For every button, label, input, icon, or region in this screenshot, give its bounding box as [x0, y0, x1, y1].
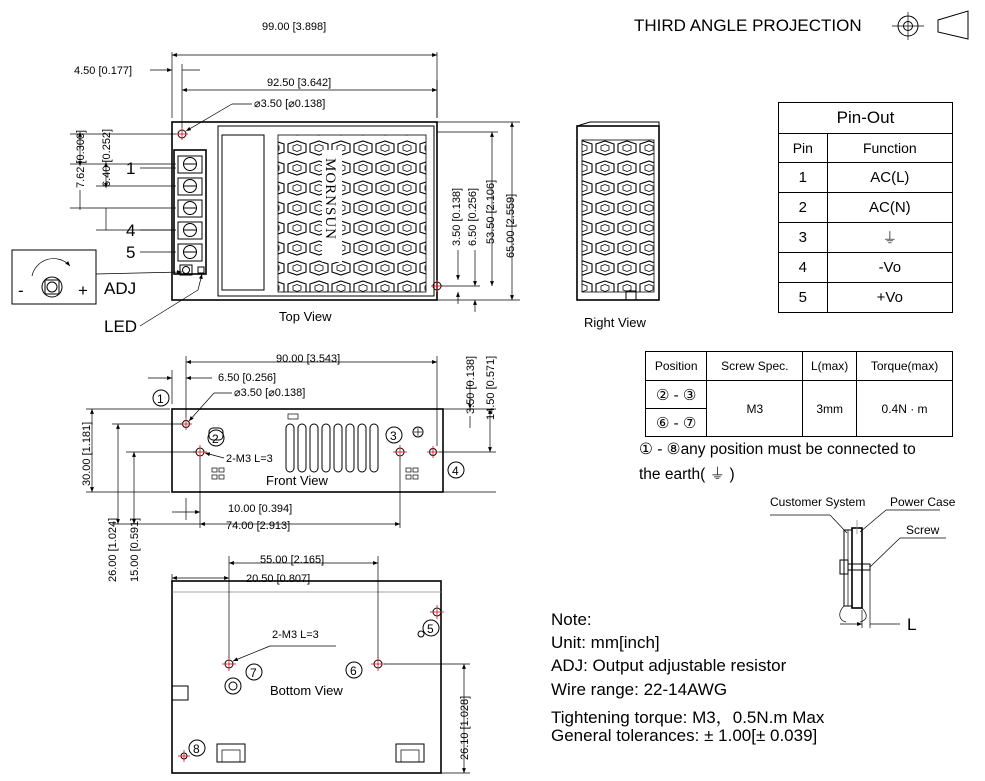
note-unit: Unit: mm[inch] — [551, 633, 660, 652]
dim-front-height: 30.00 [1.181] — [81, 421, 93, 486]
projection-title: THIRD ANGLE PROJECTION — [634, 16, 862, 35]
screw-header-lmax: L(max) — [803, 352, 857, 381]
pin-number: 4 — [779, 253, 828, 283]
table-row — [779, 193, 953, 223]
callout-5 — [423, 620, 439, 636]
dim-top-hole-slot: 6.50 [0.256] — [467, 187, 479, 246]
adj-inset — [12, 250, 96, 304]
table-row — [779, 253, 953, 283]
dim-front-hole-b: 15.00 [0.591] — [129, 517, 141, 582]
table-row — [779, 223, 953, 253]
customer-label: Customer System — [770, 495, 866, 509]
dim-front-hole-a: 26.00 [1.024] — [107, 517, 119, 582]
screw-spec-value: M3 — [707, 381, 803, 437]
note-heading: Note: — [551, 610, 592, 629]
dim-top-hole-height: 53.50 [2.106] — [485, 179, 497, 244]
earth-note-line2: the earth( ⏚ ) — [639, 466, 735, 483]
pin-number: 5 — [779, 283, 828, 313]
front-view — [81, 353, 497, 582]
pin-function: ⏚ — [827, 223, 952, 253]
screw-header-position: Position — [646, 352, 707, 381]
pin5-label: 5 — [126, 243, 136, 262]
dim-top-height: 65.00 [2.559] — [505, 193, 517, 258]
svg-text:4: 4 — [452, 464, 459, 478]
callout-6 — [346, 662, 362, 678]
dim-top-pitch: 92.50 [3.642] — [267, 77, 332, 89]
screw-header-torque: Torque(max) — [857, 352, 953, 381]
adj-plus: + — [78, 281, 88, 300]
pinout-header-function: Function — [827, 134, 952, 163]
svg-text:1: 1 — [157, 392, 164, 406]
dim-front-screw-pitch: 74.00 [2.913] — [226, 520, 291, 532]
table-row — [779, 163, 953, 193]
pin-function: -Vo — [827, 253, 952, 283]
pin1-label: 1 — [126, 159, 136, 178]
table-row — [779, 283, 953, 313]
dim-front-right-hole: 14.50 [0.571] — [485, 355, 497, 420]
pin-function: AC(N) — [827, 193, 952, 223]
terminal-block — [174, 150, 206, 275]
led-label: LED — [104, 317, 138, 336]
note-wire: Wire range: 22-14AWG — [551, 680, 728, 699]
top-view — [12, 21, 520, 336]
front-view-label: Front View — [266, 473, 328, 488]
right-view — [577, 122, 659, 330]
callout-2 — [208, 430, 224, 446]
table-row — [646, 381, 953, 409]
dim-front-width: 90.00 [3.543] — [276, 353, 341, 365]
bottom-view — [172, 554, 471, 773]
earth-note-line1: ① - ⑧any position must be connected to — [639, 441, 916, 458]
callout-4 — [448, 462, 464, 478]
dim-pin-pitch: 6.40 [0.252] — [101, 128, 113, 187]
dim-bottom-height: 26.10 [1.028] — [459, 695, 471, 760]
dim-front-screw-left: 10.00 [0.394] — [228, 503, 293, 515]
svg-text:5: 5 — [427, 622, 434, 636]
screw-header-spec: Screw Spec. — [707, 352, 803, 381]
screw-lmax-value: 3mm — [803, 381, 857, 437]
callout-8 — [189, 740, 205, 756]
adj-label: ADJ — [104, 279, 137, 298]
projection-symbol-icon — [892, 11, 968, 40]
dim-top-hole-edge: 3.50 [0.138] — [451, 187, 463, 246]
svg-text:7: 7 — [250, 666, 257, 680]
dim-front-offset: 6.50 [0.256] — [218, 372, 277, 384]
svg-text:6: 6 — [350, 664, 357, 678]
customer-system-label — [770, 495, 865, 509]
l-label: L — [907, 615, 917, 634]
bottom-screw-spec: 2-M3 L=3 — [272, 629, 319, 641]
screw-table — [645, 351, 953, 437]
dim-bottom-left: 20.50 [0.807] — [246, 573, 311, 585]
power-case-label: Power Case — [890, 495, 956, 509]
front-screw-spec: 2-M3 L=3 — [226, 453, 273, 465]
svg-text:2: 2 — [212, 432, 219, 446]
dim-first-pin: 7.62 [0.300] — [75, 129, 87, 188]
right-view-label: Right View — [584, 315, 646, 330]
svg-text:3: 3 — [390, 429, 397, 443]
pinout-table — [778, 102, 953, 313]
top-view-label: Top View — [279, 309, 332, 324]
note-adj: ADJ: Output adjustable resistor — [551, 656, 787, 675]
pin-number: 2 — [779, 193, 828, 223]
pin-function: +Vo — [827, 283, 952, 313]
note-tolerance: General tolerances: ± 1.00[± 0.039] — [551, 726, 818, 745]
adj-minus: - — [18, 281, 24, 300]
callout-7 — [246, 664, 262, 680]
screw-position-2: ⑥ - ⑦ — [646, 409, 707, 437]
pin-number: 3 — [779, 223, 828, 253]
brand-label: MORNSUN — [322, 158, 338, 241]
dim-top-edge: 4.50 [0.177] — [74, 65, 133, 77]
callout-3 — [386, 427, 402, 443]
dim-bottom-pitch: 55.00 [2.165] — [260, 554, 325, 566]
dim-top-hole: ⌀3.50 [⌀0.138] — [254, 98, 326, 110]
pin-number: 1 — [779, 163, 828, 193]
pinout-header-pin: Pin — [779, 134, 828, 163]
pinout-title: Pin-Out — [779, 103, 953, 134]
screw-label: Screw — [906, 523, 940, 537]
dim-front-hole: ⌀3.50 [⌀0.138] — [234, 387, 306, 399]
svg-text:8: 8 — [193, 742, 200, 756]
front-vent-slots — [286, 424, 378, 472]
pin-function: AC(L) — [827, 163, 952, 193]
note-torque: Tightening torque: M3，0.5N.m Max — [551, 708, 825, 727]
bottom-view-label: Bottom View — [270, 683, 343, 698]
callout-1 — [153, 390, 169, 406]
pin4-label: 4 — [126, 221, 136, 240]
screw-position-1: ② - ③ — [646, 381, 707, 409]
dim-front-right-edge: 3.50 [0.138] — [465, 355, 477, 414]
dim-top-width: 99.00 [3.898] — [262, 21, 327, 33]
screw-torque-value: 0.4N · m — [857, 381, 953, 437]
